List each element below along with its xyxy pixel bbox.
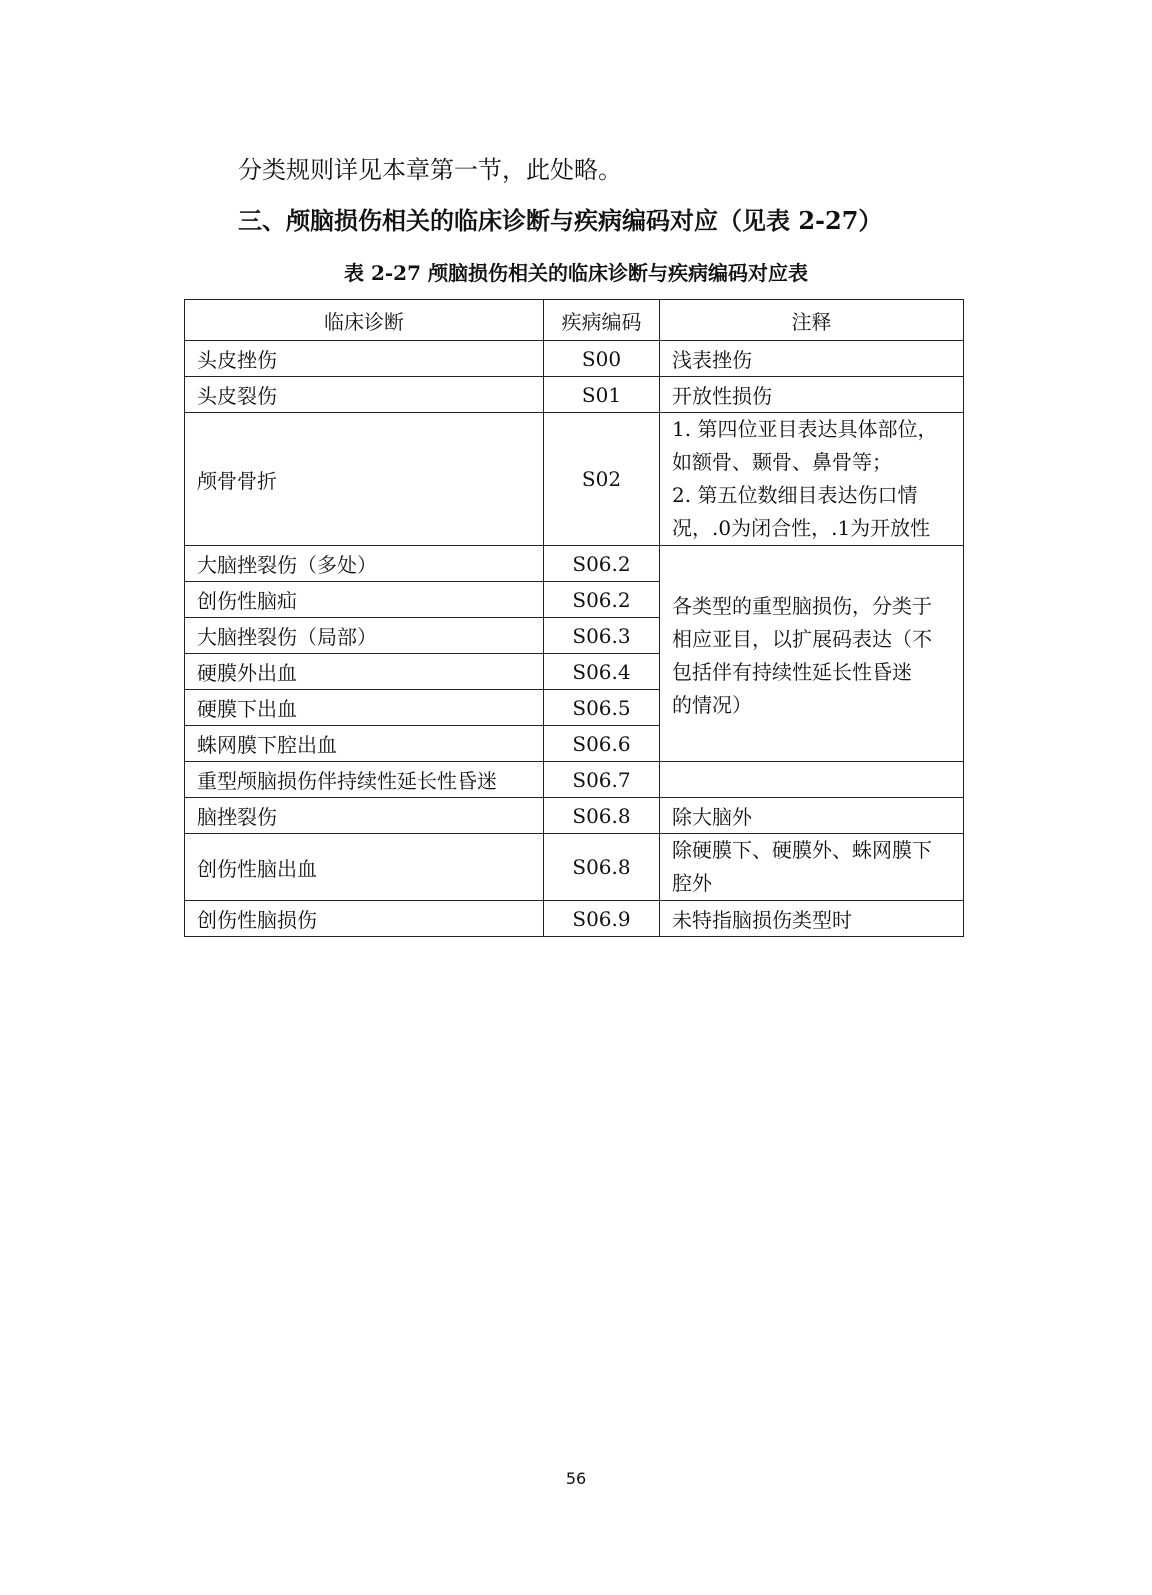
diagnosis-cell: 大脑挫裂伤（局部） [185, 618, 544, 654]
diagnosis-cell: 创伤性脑损伤 [185, 901, 544, 937]
note-cell [660, 413, 964, 546]
diagnosis-cell: 颅骨骨折 [185, 413, 544, 546]
diagnosis-cell: 脑挫裂伤 [185, 798, 544, 834]
note-cell [660, 834, 964, 901]
diagnosis-code-table [184, 299, 964, 937]
note-cell: 浅表挫伤 [660, 341, 964, 377]
diagnosis-cell: 创伤性脑出血 [185, 834, 544, 901]
diagnosis-cell: 头皮裂伤 [185, 377, 544, 413]
code-cell: S06.9 [544, 901, 660, 937]
note-line: 况，.0为闭合性，.1为开放性 [672, 516, 931, 540]
code-cell: S06.3 [544, 618, 660, 654]
header-note: 注释 [660, 300, 964, 341]
table-row [185, 341, 964, 377]
code-cell: S02 [544, 413, 660, 546]
table-row [185, 413, 964, 546]
diagnosis-cell: 硬膜外出血 [185, 654, 544, 690]
table-row [185, 798, 964, 834]
note-cell [660, 762, 964, 798]
note-line: 的情况） [672, 693, 752, 717]
table-header-row [185, 300, 964, 341]
table-row [185, 901, 964, 937]
note-line: 相应亚目，以扩展码表达（不 [672, 627, 932, 651]
diagnosis-cell: 重型颅脑损伤伴持续性延长性昏迷 [185, 762, 544, 798]
code-cell: S06.2 [544, 582, 660, 618]
code-cell: S06.2 [544, 546, 660, 582]
code-cell: S01 [544, 377, 660, 413]
note-line: 包括伴有持续性延长性昏迷 [672, 660, 912, 684]
note-line: 除硬膜下、硬膜外、蛛网膜下 [672, 838, 932, 862]
note-cell: 开放性损伤 [660, 377, 964, 413]
code-cell: S00 [544, 341, 660, 377]
table-row [185, 546, 964, 582]
diagnosis-cell: 头皮挫伤 [185, 341, 544, 377]
table-row [185, 834, 964, 901]
table-row [185, 377, 964, 413]
code-cell: S06.6 [544, 726, 660, 762]
table-caption: 表 2-27 颅脑损伤相关的临床诊断与疾病编码对应表 [344, 261, 808, 285]
diagnosis-cell: 蛛网膜下腔出血 [185, 726, 544, 762]
note-line: 如额骨、颞骨、鼻骨等； [672, 450, 892, 474]
code-cell: S06.5 [544, 690, 660, 726]
table-row [185, 762, 964, 798]
code-cell: S06.7 [544, 762, 660, 798]
note-cell: 未特指脑损伤类型时 [660, 901, 964, 937]
note-line: 2. 第五位数细目表达伤口情 [672, 483, 918, 507]
note-line: 腔外 [672, 871, 712, 895]
header-code: 疾病编码 [544, 300, 660, 341]
note-line: 1. 第四位亚目表达具体部位， [672, 417, 938, 441]
header-diagnosis: 临床诊断 [185, 300, 544, 341]
intro-paragraph: 分类规则详见本章第一节，此处略。 [238, 156, 622, 184]
diagnosis-cell: 硬膜下出血 [185, 690, 544, 726]
code-cell: S06.8 [544, 834, 660, 901]
note-cell: 除大脑外 [660, 798, 964, 834]
page-number: 56 [565, 1469, 587, 1488]
section-heading: 三、颅脑损伤相关的临床诊断与疾病编码对应（见表 2-27） [238, 206, 883, 235]
group-note-cell [660, 546, 964, 762]
note-line: 各类型的重型脑损伤，分类于 [672, 594, 932, 618]
diagnosis-cell: 创伤性脑疝 [185, 582, 544, 618]
diagnosis-cell: 大脑挫裂伤（多处） [185, 546, 544, 582]
code-cell: S06.4 [544, 654, 660, 690]
code-cell: S06.8 [544, 798, 660, 834]
